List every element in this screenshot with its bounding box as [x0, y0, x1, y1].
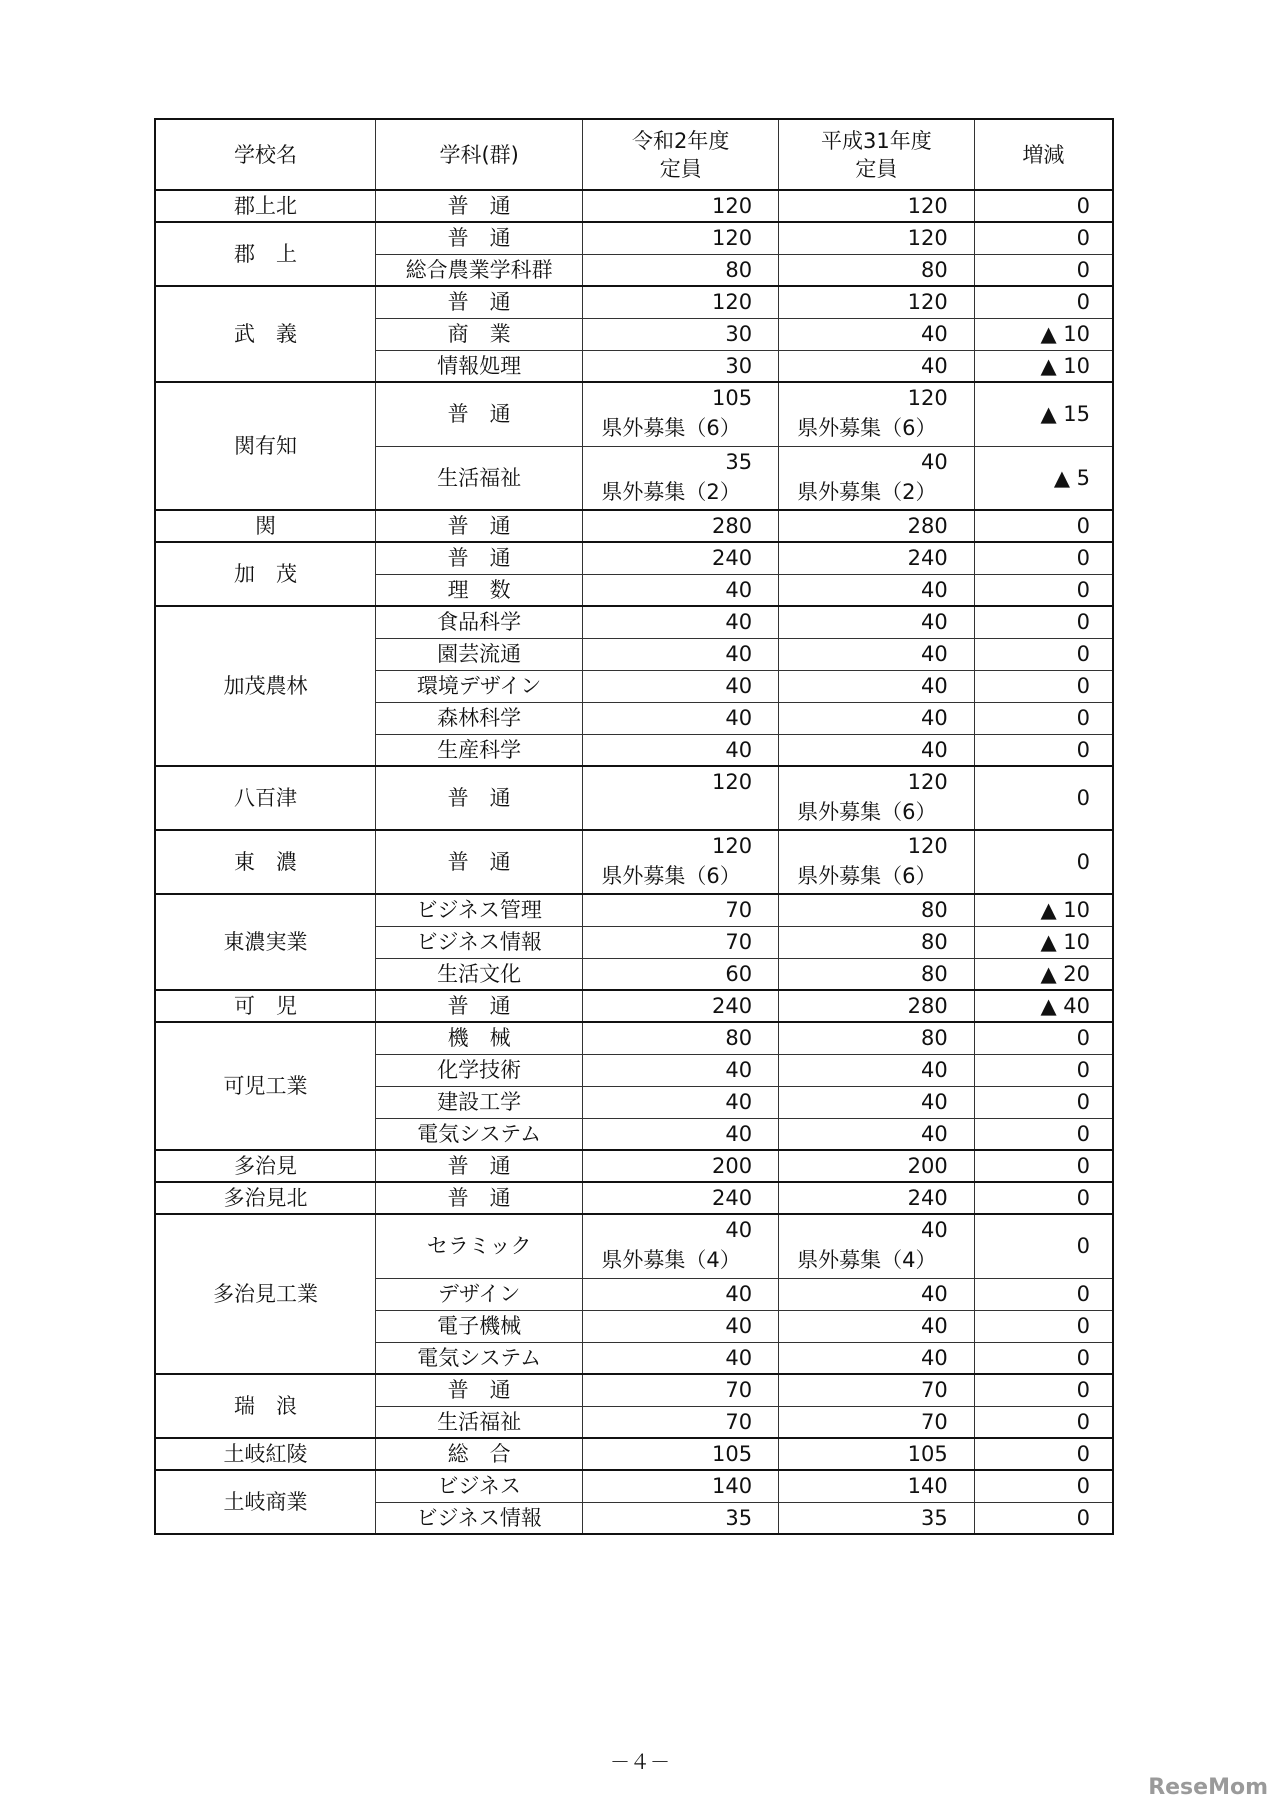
capacity-h31: [779, 734, 975, 766]
capacity-r2: [583, 606, 779, 638]
capacity-change: ▲ 5: [974, 446, 1113, 510]
table-row: [155, 510, 1113, 542]
capacity-change: 0: [974, 1470, 1113, 1502]
department: 普 通: [375, 766, 582, 830]
out-of-prefecture-note: 県外募集（4）: [601, 1248, 741, 1272]
capacity-h31: [779, 190, 975, 222]
department: 電子機械: [375, 1310, 582, 1342]
department: 森林科学: [375, 702, 582, 734]
capacity-value: 120: [711, 770, 753, 794]
department: 生活福祉: [375, 446, 582, 510]
capacity-r2: [583, 446, 779, 510]
department: 環境デザイン: [375, 670, 582, 702]
capacity-value: 35: [921, 1505, 948, 1530]
department: 化学技術: [375, 1054, 582, 1086]
capacity-r2: [583, 830, 779, 894]
table-row: [155, 1438, 1113, 1470]
capacity-change: ▲ 10: [974, 350, 1113, 382]
table-row: [155, 1214, 1113, 1278]
capacity-r2: [583, 926, 779, 958]
capacity-h31: [779, 1310, 975, 1342]
capacity-value: 120: [907, 834, 948, 858]
capacity-r2: [583, 382, 779, 446]
out-of-prefecture-note: 県外募集（6）: [797, 800, 937, 824]
capacity-value: 120: [711, 834, 753, 858]
capacity-value: 40: [921, 737, 948, 762]
department: ビジネス情報: [375, 1502, 582, 1534]
capacity-value: 70: [725, 1378, 753, 1403]
department: ビジネス情報: [375, 926, 582, 958]
capacity-value: 40: [725, 577, 753, 602]
capacity-value: 140: [907, 1474, 948, 1499]
school-name: 加茂農林: [155, 606, 375, 766]
capacity-value: 80: [921, 257, 948, 282]
capacity-r2: [583, 350, 779, 382]
capacity-change: 0: [974, 1214, 1113, 1278]
capacity-value: 35: [725, 449, 753, 474]
capacity-value: 280: [711, 514, 753, 538]
capacity-h31: [779, 1342, 975, 1374]
capacity-r2: [583, 1054, 779, 1086]
capacity-r2: [583, 542, 779, 574]
department: 商 業: [375, 318, 582, 350]
capacity-r2: [583, 1150, 779, 1182]
capacity-r2: [583, 958, 779, 990]
capacity-value: 40: [725, 706, 753, 730]
department: 普 通: [375, 830, 582, 894]
capacity-h31: [779, 254, 975, 286]
capacity-value: 70: [921, 1409, 948, 1434]
capacity-value: 120: [907, 194, 948, 218]
capacity-r2: [583, 318, 779, 350]
capacity-value: 280: [907, 994, 948, 1018]
capacity-r2: [583, 766, 779, 830]
out-of-prefecture-note: 県外募集（2）: [601, 479, 741, 504]
capacity-change: 0: [974, 1054, 1113, 1086]
capacity-value: 280: [907, 514, 948, 538]
department: デザイン: [375, 1278, 582, 1310]
capacity-r2: [583, 1438, 779, 1470]
capacity-change: 0: [974, 510, 1113, 542]
capacity-value: 70: [725, 898, 753, 923]
capacity-h31: [779, 1502, 975, 1534]
out-of-prefecture-note: 県外募集（6）: [601, 416, 741, 440]
school-name: 関: [155, 510, 375, 542]
table-row: [155, 190, 1113, 222]
capacity-value: 30: [725, 353, 753, 378]
capacity-value: 40: [921, 353, 948, 378]
department: 普 通: [375, 382, 582, 446]
school-name: 武 義: [155, 286, 375, 382]
capacity-value: 200: [711, 1154, 753, 1178]
out-of-prefecture-note: 県外募集（2）: [797, 479, 937, 504]
capacity-r2: [583, 990, 779, 1022]
capacity-change: 0: [974, 1374, 1113, 1406]
capacity-value: 120: [711, 290, 753, 315]
capacity-change: 0: [974, 1438, 1113, 1470]
department: 普 通: [375, 990, 582, 1022]
department: 総合農業学科群: [375, 254, 582, 286]
capacity-change: ▲ 10: [974, 926, 1113, 958]
capacity-value: 40: [921, 706, 948, 730]
out-of-prefecture-note: 県外募集（6）: [797, 864, 937, 888]
capacity-value: 240: [907, 546, 948, 571]
capacity-change: 0: [974, 734, 1113, 766]
capacity-value: 40: [921, 577, 948, 602]
capacity-r2: [583, 702, 779, 734]
capacity-h31: [779, 1374, 975, 1406]
capacity-value: 40: [725, 1282, 753, 1306]
table-row: [155, 990, 1113, 1022]
school-name: 可児工業: [155, 1022, 375, 1150]
capacity-h31: [779, 1150, 975, 1182]
capacity-value: 105: [907, 1442, 948, 1466]
capacity-value: 40: [921, 1121, 948, 1146]
header-change: 増減: [974, 119, 1113, 190]
capacity-r2: [583, 574, 779, 606]
department: 情報処理: [375, 350, 582, 382]
capacity-value: 105: [711, 386, 753, 410]
capacity-value: 40: [921, 674, 948, 698]
capacity-change: 0: [974, 254, 1113, 286]
capacity-change: 0: [974, 286, 1113, 318]
department: 電気システム: [375, 1342, 582, 1374]
capacity-change: 0: [974, 830, 1113, 894]
capacity-h31: [779, 766, 975, 830]
header-row: [155, 119, 1113, 190]
capacity-r2: [583, 1182, 779, 1214]
capacity-h31: [779, 830, 975, 894]
capacity-value: 240: [711, 994, 753, 1018]
department: 園芸流通: [375, 638, 582, 670]
department: 普 通: [375, 510, 582, 542]
department: 普 通: [375, 1374, 582, 1406]
capacity-value: 40: [921, 1090, 948, 1114]
capacity-value: 40: [725, 642, 753, 666]
capacity-r2: [583, 1022, 779, 1054]
capacity-r2: [583, 1342, 779, 1374]
capacity-h31: [779, 1022, 975, 1054]
capacity-table: [154, 118, 1114, 1535]
capacity-value: 80: [725, 1026, 753, 1051]
department: 生活文化: [375, 958, 582, 990]
page-number: －４－: [610, 1750, 670, 1774]
table-row: [155, 606, 1113, 638]
capacity-change: 0: [974, 766, 1113, 830]
capacity-value: 120: [907, 290, 948, 315]
table-row: [155, 542, 1113, 574]
department: 機 械: [375, 1022, 582, 1054]
capacity-value: 40: [725, 610, 753, 635]
capacity-value: 120: [907, 386, 948, 410]
department: 電気システム: [375, 1118, 582, 1150]
capacity-change: 0: [974, 1310, 1113, 1342]
capacity-value: 40: [921, 449, 948, 474]
capacity-value: 80: [725, 257, 753, 282]
capacity-change: ▲ 20: [974, 958, 1113, 990]
capacity-value: 40: [921, 1314, 948, 1338]
school-name: 郡上北: [155, 190, 375, 222]
table-row: [155, 382, 1113, 446]
school-name: 多治見工業: [155, 1214, 375, 1374]
capacity-r2: [583, 1374, 779, 1406]
table-row: [155, 222, 1113, 254]
capacity-change: 0: [974, 1502, 1113, 1534]
department: ビジネス: [375, 1470, 582, 1502]
out-of-prefecture-note: 県外募集（6）: [797, 416, 937, 440]
school-name: 東 濃: [155, 830, 375, 894]
capacity-value: 40: [921, 1282, 948, 1306]
department: 普 通: [375, 286, 582, 318]
capacity-h31: [779, 542, 975, 574]
table-row: [155, 830, 1113, 894]
capacity-change: 0: [974, 1182, 1113, 1214]
capacity-value: 40: [725, 1121, 753, 1146]
department: 生活福祉: [375, 1406, 582, 1438]
capacity-h31: [779, 318, 975, 350]
capacity-h31: [779, 446, 975, 510]
capacity-value: 40: [921, 1218, 948, 1242]
capacity-value: 70: [921, 1378, 948, 1403]
capacity-r2: [583, 286, 779, 318]
capacity-change: ▲ 15: [974, 382, 1113, 446]
capacity-h31: [779, 1438, 975, 1470]
school-name: 東濃実業: [155, 894, 375, 990]
capacity-change: 0: [974, 670, 1113, 702]
school-name: 郡 上: [155, 222, 375, 286]
capacity-r2: [583, 734, 779, 766]
capacity-value: 40: [921, 610, 948, 635]
capacity-h31: [779, 1214, 975, 1278]
capacity-value: 40: [725, 737, 753, 762]
capacity-r2: [583, 894, 779, 926]
capacity-h31: [779, 350, 975, 382]
capacity-h31: [779, 1118, 975, 1150]
school-name: 可 児: [155, 990, 375, 1022]
capacity-value: 40: [725, 1345, 753, 1370]
capacity-value: 30: [725, 322, 753, 346]
capacity-value: 40: [921, 1345, 948, 1370]
capacity-r2: [583, 638, 779, 670]
capacity-value: 105: [711, 1442, 753, 1466]
department: セラミック: [375, 1214, 582, 1278]
capacity-r2: [583, 1278, 779, 1310]
capacity-change: 0: [974, 574, 1113, 606]
capacity-h31: [779, 286, 975, 318]
capacity-r2: [583, 510, 779, 542]
table-row: [155, 286, 1113, 318]
capacity-value: 40: [921, 1058, 948, 1082]
capacity-h31: [779, 670, 975, 702]
out-of-prefecture-note: 県外募集（6）: [601, 864, 741, 888]
capacity-value: 80: [921, 961, 948, 986]
capacity-value: 40: [725, 674, 753, 698]
table-row: [155, 1022, 1113, 1054]
table-row: [155, 1182, 1113, 1214]
capacity-h31: [779, 702, 975, 734]
capacity-value: 70: [725, 1409, 753, 1434]
capacity-change: 0: [974, 542, 1113, 574]
header-dept: 学科(群): [375, 119, 582, 190]
table-row: [155, 766, 1113, 830]
capacity-change: 0: [974, 1342, 1113, 1374]
capacity-h31: [779, 606, 975, 638]
table-row: [155, 1470, 1113, 1502]
watermark-logo: ReseMom: [1148, 1775, 1268, 1800]
capacity-h31: [779, 1278, 975, 1310]
capacity-r2: [583, 1502, 779, 1534]
capacity-value: 140: [711, 1474, 753, 1499]
department: 普 通: [375, 1150, 582, 1182]
capacity-h31: [779, 926, 975, 958]
header-r2: 令和2年度 定員: [583, 119, 779, 190]
department: 理 数: [375, 574, 582, 606]
school-name: 瑞 浪: [155, 1374, 375, 1438]
capacity-change: 0: [974, 1406, 1113, 1438]
capacity-change: 0: [974, 606, 1113, 638]
capacity-r2: [583, 254, 779, 286]
capacity-h31: [779, 574, 975, 606]
table-row: [155, 1374, 1113, 1406]
capacity-value: 40: [725, 1058, 753, 1082]
capacity-value: 240: [907, 1186, 948, 1210]
capacity-change: ▲ 10: [974, 318, 1113, 350]
capacity-value: 240: [711, 546, 753, 571]
out-of-prefecture-note: [583, 797, 752, 827]
department: 普 通: [375, 1182, 582, 1214]
capacity-r2: [583, 1118, 779, 1150]
capacity-r2: [583, 190, 779, 222]
capacity-r2: [583, 1086, 779, 1118]
capacity-h31: [779, 382, 975, 446]
capacity-h31: [779, 222, 975, 254]
school-name: 八百津: [155, 766, 375, 830]
department: 生産科学: [375, 734, 582, 766]
capacity-change: 0: [974, 222, 1113, 254]
school-name: 関有知: [155, 382, 375, 510]
capacity-r2: [583, 1214, 779, 1278]
capacity-value: 120: [907, 770, 948, 794]
capacity-value: 60: [725, 961, 753, 986]
school-name: 土岐紅陵: [155, 1438, 375, 1470]
school-name: 土岐商業: [155, 1470, 375, 1534]
capacity-change: 0: [974, 190, 1113, 222]
capacity-change: 0: [974, 1086, 1113, 1118]
school-name: 加 茂: [155, 542, 375, 606]
capacity-r2: [583, 1470, 779, 1502]
capacity-change: 0: [974, 1022, 1113, 1054]
capacity-h31: [779, 638, 975, 670]
capacity-h31: [779, 894, 975, 926]
capacity-r2: [583, 1310, 779, 1342]
capacity-h31: [779, 1182, 975, 1214]
header-h31: 平成31年度 定員: [779, 119, 975, 190]
capacity-h31: [779, 1086, 975, 1118]
capacity-h31: [779, 1054, 975, 1086]
capacity-value: 40: [725, 1090, 753, 1114]
capacity-change: 0: [974, 638, 1113, 670]
capacity-h31: [779, 1406, 975, 1438]
department: 総 合: [375, 1438, 582, 1470]
capacity-r2: [583, 670, 779, 702]
capacity-value: 120: [711, 194, 753, 218]
capacity-h31: [779, 510, 975, 542]
capacity-change: 0: [974, 1150, 1113, 1182]
capacity-h31: [779, 1470, 975, 1502]
capacity-value: 200: [907, 1154, 948, 1178]
school-name: 多治見北: [155, 1182, 375, 1214]
capacity-value: 40: [921, 642, 948, 666]
capacity-value: 80: [921, 898, 948, 923]
capacity-value: 40: [725, 1218, 753, 1242]
department: 食品科学: [375, 606, 582, 638]
header-school: 学校名: [155, 119, 375, 190]
table-row: [155, 1150, 1113, 1182]
school-name: 多治見: [155, 1150, 375, 1182]
department: 普 通: [375, 542, 582, 574]
out-of-prefecture-note: 県外募集（4）: [797, 1248, 937, 1272]
capacity-value: 120: [711, 226, 753, 251]
table-row: [155, 894, 1113, 926]
capacity-change: 0: [974, 1278, 1113, 1310]
capacity-value: 40: [725, 1314, 753, 1338]
table-body: [155, 190, 1113, 1534]
capacity-r2: [583, 1406, 779, 1438]
capacity-value: 120: [907, 226, 948, 251]
capacity-value: 80: [921, 930, 948, 954]
department: 普 通: [375, 222, 582, 254]
capacity-value: 40: [921, 322, 948, 346]
capacity-change: ▲ 40: [974, 990, 1113, 1022]
capacity-change: 0: [974, 1118, 1113, 1150]
capacity-change: ▲ 10: [974, 894, 1113, 926]
capacity-r2: [583, 222, 779, 254]
capacity-h31: [779, 990, 975, 1022]
department: ビジネス管理: [375, 894, 582, 926]
capacity-value: 70: [725, 930, 753, 954]
capacity-value: 80: [921, 1026, 948, 1051]
capacity-value: 35: [725, 1505, 753, 1530]
department: 普 通: [375, 190, 582, 222]
capacity-h31: [779, 958, 975, 990]
capacity-change: 0: [974, 702, 1113, 734]
capacity-value: 240: [711, 1186, 753, 1210]
department: 建設工学: [375, 1086, 582, 1118]
